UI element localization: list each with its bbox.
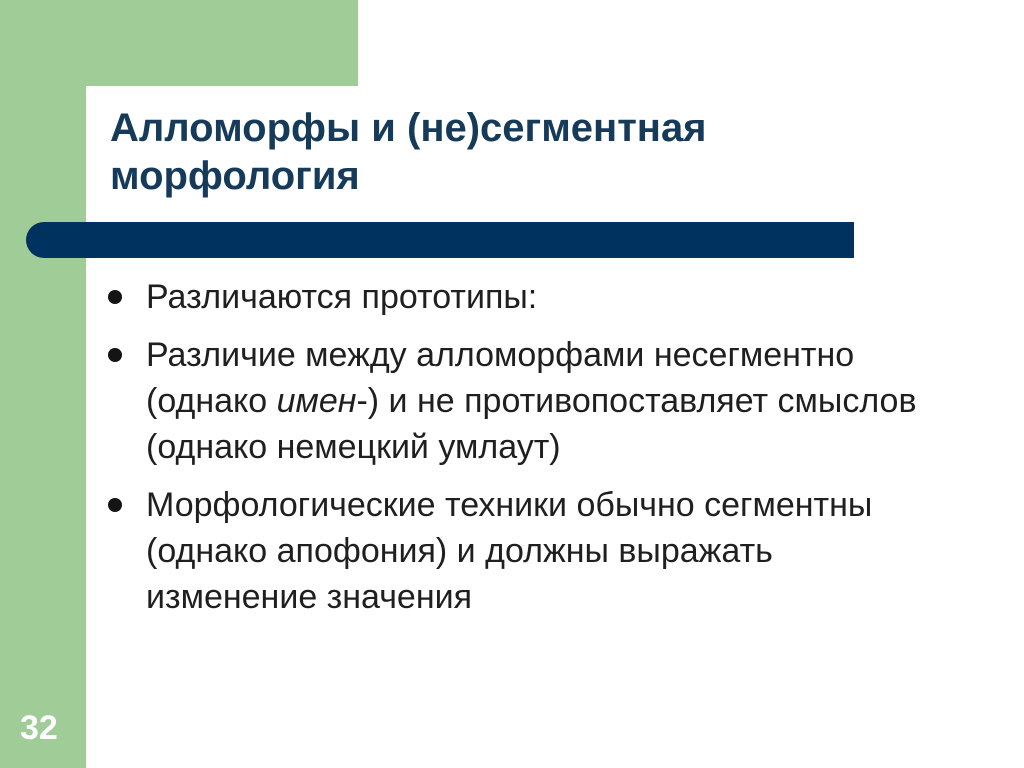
bullet-item — [108, 274, 928, 320]
bullet-item — [108, 482, 928, 620]
left-accent-bar — [0, 0, 86, 768]
top-accent-block — [0, 0, 358, 86]
bullet-text-segment: Различие между алломорфами несегментно (однако — [146, 336, 855, 420]
title-underline-bar — [26, 222, 854, 258]
bullet-item — [108, 332, 928, 470]
bullet-text — [146, 486, 872, 616]
bullet-dot-icon — [108, 348, 122, 362]
bullet-text-segment: -) и не противопоставляет смыслов (однако немецкий умлаут) — [146, 382, 917, 466]
bullet-list — [108, 274, 928, 632]
bullet-text-segment: Морфологические техники обычно сегментны (однако апофония) и должны выражать изменение значения — [146, 486, 873, 616]
slide-number: 32 — [20, 709, 58, 747]
bullet-text-segment: Различаются прототипы: — [146, 278, 538, 316]
bullet-text-italic-segment: имен — [276, 382, 357, 420]
bullet-dot-icon — [108, 290, 122, 304]
bullet-dot-icon — [108, 498, 122, 512]
bullet-text — [146, 336, 917, 466]
bullet-text — [146, 278, 537, 316]
slide-title: Алломорфы и (не)сегментная морфология — [110, 106, 707, 198]
